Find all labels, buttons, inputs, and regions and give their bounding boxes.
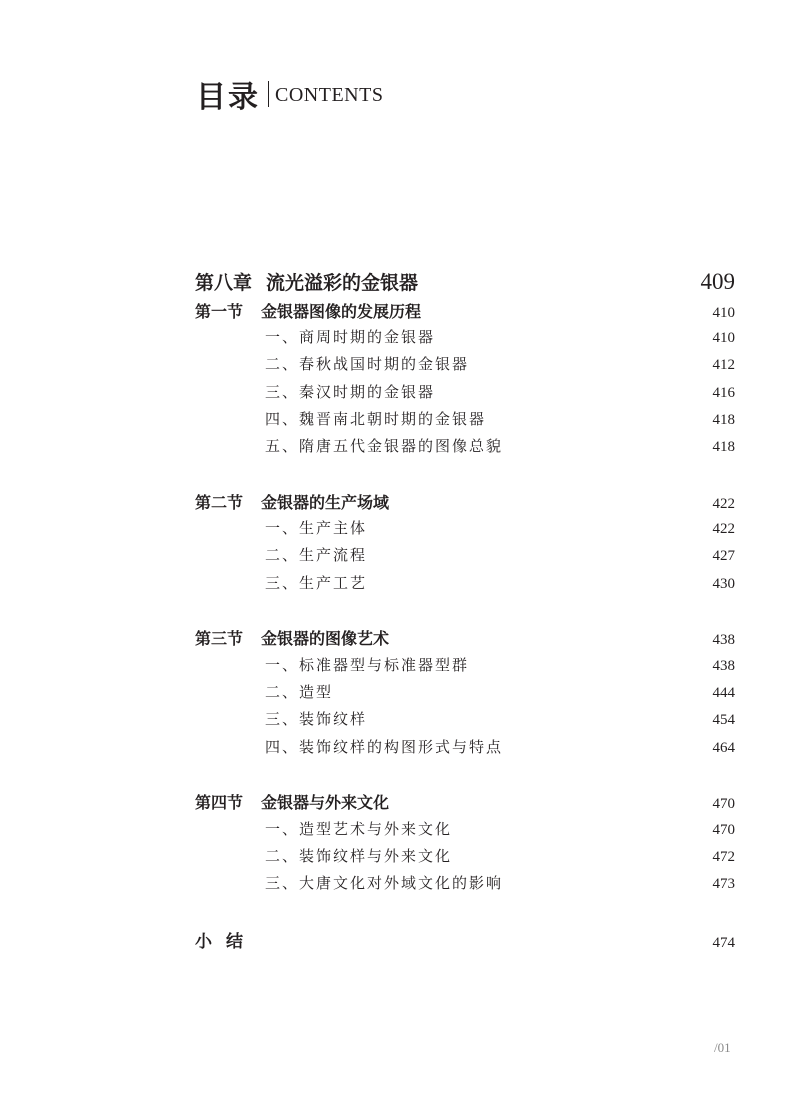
section-title <box>195 299 713 322</box>
toc-summary-row[interactable] <box>195 927 735 952</box>
heading-divider <box>268 81 269 107</box>
toc-item-row[interactable] <box>195 708 735 729</box>
toc-item-row[interactable] <box>195 381 735 402</box>
toc-item-row[interactable] <box>195 736 735 757</box>
item-page: 422 <box>712 521 735 537</box>
item-title: 一、标准器型与标准器型群 <box>265 656 470 674</box>
item-title: 一、造型艺术与外来文化 <box>265 820 453 838</box>
heading-cn: 目录 <box>196 80 260 115</box>
item-page: 473 <box>712 876 735 892</box>
item-page: 418 <box>712 412 735 428</box>
section-page: 410 <box>712 305 735 321</box>
chapter-title <box>195 268 701 295</box>
toc-item-row[interactable] <box>195 353 735 374</box>
item-page: 438 <box>712 658 735 674</box>
page-number: /01 <box>714 1040 731 1055</box>
toc-chapter-row[interactable] <box>195 268 735 295</box>
item-page: 430 <box>712 576 735 592</box>
toc-item-row[interactable] <box>195 872 735 893</box>
section-title <box>195 790 713 813</box>
toc-item-row[interactable] <box>195 572 735 593</box>
item-page: 444 <box>712 685 735 701</box>
heading-en: CONTENTS <box>275 84 384 106</box>
toc-item-row[interactable] <box>195 435 735 456</box>
toc-item-row[interactable] <box>195 681 735 702</box>
section-name: 金银器与外来文化 <box>261 793 390 812</box>
item-page: 427 <box>712 548 735 564</box>
item-title: 五、隋唐五代金银器的图像总貌 <box>265 437 504 455</box>
section-label: 第一节 <box>195 302 244 321</box>
summary-page: 474 <box>712 935 735 951</box>
item-title: 三、秦汉时期的金银器 <box>265 383 436 401</box>
toc-item-row[interactable] <box>195 654 735 675</box>
item-page: 418 <box>712 439 735 455</box>
section-name: 金银器的图像艺术 <box>261 629 390 648</box>
section-page: 422 <box>712 496 735 512</box>
item-page: 410 <box>712 330 735 346</box>
item-title: 三、生产工艺 <box>265 574 368 592</box>
item-title: 二、春秋战国时期的金银器 <box>265 355 470 373</box>
toc-item-row[interactable] <box>195 517 735 538</box>
item-title: 二、造型 <box>265 683 334 701</box>
section-page: 470 <box>712 796 735 812</box>
page-header <box>196 74 383 114</box>
section-title <box>195 626 713 649</box>
item-title: 三、大唐文化对外域文化的影响 <box>265 874 504 892</box>
item-page: 472 <box>712 849 735 865</box>
item-title: 一、商周时期的金银器 <box>265 328 436 346</box>
item-title: 二、装饰纹样与外来文化 <box>265 847 453 865</box>
item-page: 454 <box>712 712 735 728</box>
item-title: 四、魏晋南北朝时期的金银器 <box>265 410 487 428</box>
toc-item-row[interactable] <box>195 544 735 565</box>
toc-item-row[interactable] <box>195 818 735 839</box>
section-label: 第二节 <box>195 493 244 512</box>
toc-item-row[interactable] <box>195 326 735 347</box>
item-title: 二、生产流程 <box>265 546 368 564</box>
item-title: 四、装饰纹样的构图形式与特点 <box>265 738 504 756</box>
toc-section-row[interactable] <box>195 790 735 813</box>
item-title: 一、生产主体 <box>265 519 368 537</box>
toc-item-row[interactable] <box>195 408 735 429</box>
toc-section-row[interactable] <box>195 490 735 513</box>
toc-section-row[interactable] <box>195 626 735 649</box>
section-title <box>195 490 713 513</box>
toc-section-row[interactable] <box>195 299 735 322</box>
chapter-page: 409 <box>700 269 735 294</box>
item-page: 470 <box>712 822 735 838</box>
item-page: 464 <box>712 740 735 756</box>
item-page: 412 <box>712 357 735 373</box>
chapter-name: 流光溢彩的金银器 <box>266 272 419 294</box>
chapter-label: 第八章 <box>195 272 253 294</box>
section-label: 第四节 <box>195 793 244 812</box>
section-label: 第三节 <box>195 629 244 648</box>
section-name: 金银器图像的发展历程 <box>261 302 422 321</box>
summary-title: 小结 <box>195 932 257 952</box>
item-title: 三、装饰纹样 <box>265 710 368 728</box>
section-name: 金银器的生产场域 <box>261 493 390 512</box>
item-page: 416 <box>712 385 735 401</box>
toc-item-row[interactable] <box>195 845 735 866</box>
section-page: 438 <box>712 632 735 648</box>
